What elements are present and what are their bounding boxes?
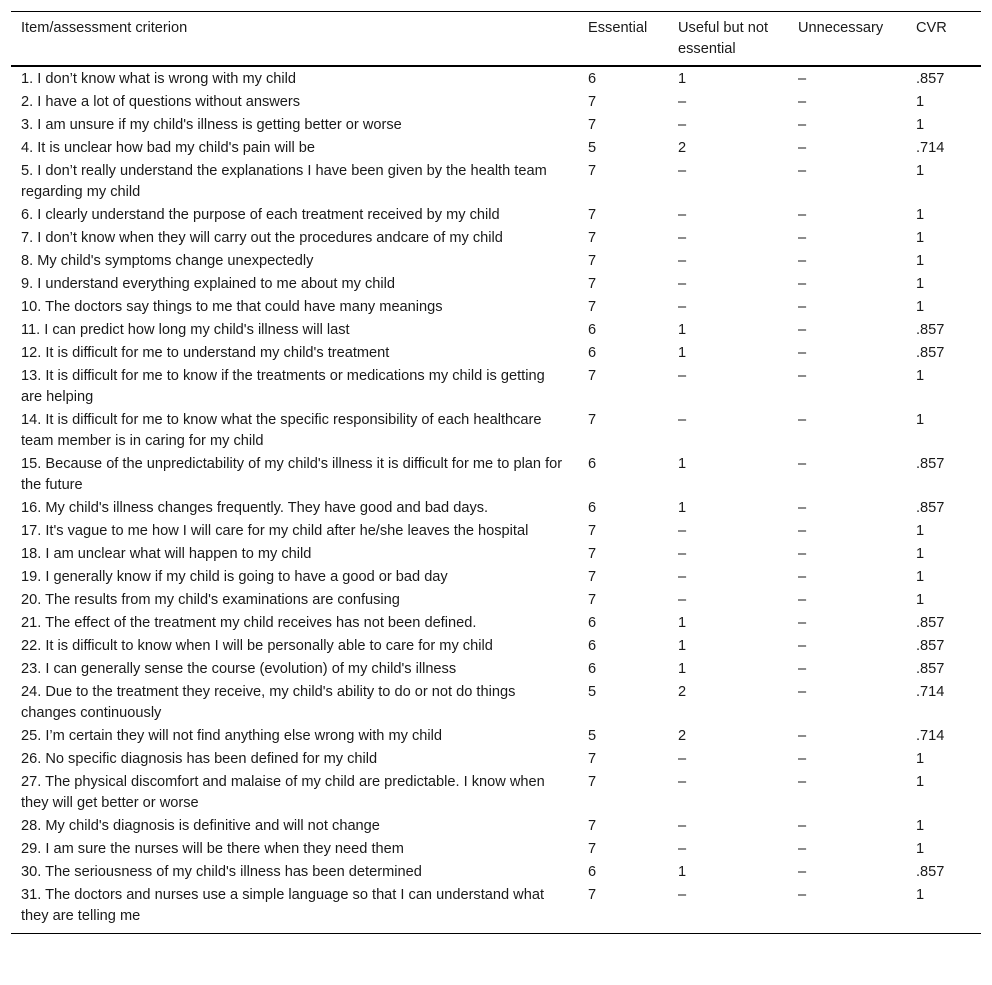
cell-unnecessary: – [798, 500, 807, 516]
table-row [11, 658, 981, 681]
cell-item: 7. I don’t know when they will carry out the procedures andcare of my child [21, 230, 503, 246]
cell-cvr: 1 [916, 368, 925, 384]
table-row [11, 91, 981, 114]
header-unnecessary: Unnecessary [798, 20, 884, 36]
cell-essential: 7 [588, 276, 597, 292]
cell-unnecessary: – [798, 661, 807, 677]
cell-unnecessary: – [798, 841, 807, 857]
cell-essential: 7 [588, 230, 597, 246]
cell-cvr: .714 [916, 728, 945, 744]
cell-unnecessary: – [798, 117, 807, 133]
cell-unnecessary: – [798, 412, 807, 428]
table-row [11, 365, 981, 409]
cell-essential: 7 [588, 253, 597, 269]
table-row [11, 319, 981, 342]
cell-cvr: .857 [916, 456, 945, 472]
cell-essential: 6 [588, 71, 597, 87]
cell-useful: – [678, 276, 687, 292]
table-row [11, 342, 981, 365]
cell-item: 22. It is difficult to know when I will be personally able to care for my child [21, 638, 493, 654]
table-header [11, 12, 981, 67]
cell-item: 6. I clearly understand the purpose of each treatment received by my child [21, 207, 500, 223]
cell-item: 10. The doctors say things to me that could have many meanings [21, 299, 443, 315]
header-useful: Useful but not essential [678, 20, 769, 57]
table-row [11, 771, 981, 815]
table-row [11, 725, 981, 748]
table-row [11, 861, 981, 884]
cell-essential: 6 [588, 864, 597, 880]
table-row [11, 204, 981, 227]
table-row [11, 273, 981, 296]
cell-item: 11. I can predict how long my child's illness will last [21, 322, 350, 338]
cell-unnecessary: – [798, 638, 807, 654]
cell-useful: 2 [678, 140, 687, 156]
cell-useful: – [678, 368, 687, 384]
cell-cvr: .714 [916, 684, 945, 700]
cell-item: 12. It is difficult for me to understand my child's treatment [21, 345, 390, 361]
cell-essential: 6 [588, 500, 597, 516]
cell-essential: 7 [588, 841, 597, 857]
cell-cvr: 1 [916, 751, 925, 767]
cell-cvr: 1 [916, 299, 925, 315]
cell-cvr: .857 [916, 322, 945, 338]
cell-item: 8. My child's symptoms change unexpectedly [21, 253, 314, 269]
cell-essential: 5 [588, 140, 597, 156]
cell-unnecessary: – [798, 71, 807, 87]
cell-cvr: 1 [916, 523, 925, 539]
cell-item: 4. It is unclear how bad my child's pain will be [21, 140, 315, 156]
cvr-table-container [11, 11, 981, 934]
cell-useful: 1 [678, 615, 687, 631]
cell-useful: – [678, 887, 687, 903]
cell-unnecessary: – [798, 94, 807, 110]
cell-cvr: .857 [916, 638, 945, 654]
table-row [11, 497, 981, 520]
cell-essential: 6 [588, 638, 597, 654]
cell-item: 31. The doctors and nurses use a simple language so that I can understand what they are telling me [21, 887, 545, 924]
cell-useful: – [678, 163, 687, 179]
cell-useful: 2 [678, 728, 687, 744]
cell-item: 30. The seriousness of my child's illness has been determined [21, 864, 422, 880]
cell-useful: 1 [678, 71, 687, 87]
cell-useful: – [678, 569, 687, 585]
cell-useful: – [678, 117, 687, 133]
cell-cvr: .714 [916, 140, 945, 156]
cell-unnecessary: – [798, 615, 807, 631]
table-row [11, 296, 981, 319]
cell-item: 23. I can generally sense the course (evolution) of my child's illness [21, 661, 457, 677]
cell-essential: 7 [588, 207, 597, 223]
cell-essential: 7 [588, 546, 597, 562]
cell-essential: 7 [588, 368, 597, 384]
cell-cvr: 1 [916, 94, 925, 110]
cell-unnecessary: – [798, 140, 807, 156]
cell-cvr: 1 [916, 841, 925, 857]
cell-unnecessary: – [798, 818, 807, 834]
cell-unnecessary: – [798, 684, 807, 700]
table-row [11, 815, 981, 838]
cell-cvr: .857 [916, 500, 945, 516]
cell-useful: 1 [678, 864, 687, 880]
cell-essential: 7 [588, 412, 597, 428]
cell-essential: 6 [588, 345, 597, 361]
cell-unnecessary: – [798, 163, 807, 179]
cell-item: 21. The effect of the treatment my child receives has not been defined. [21, 615, 477, 631]
cell-unnecessary: – [798, 592, 807, 608]
cell-unnecessary: – [798, 774, 807, 790]
cell-essential: 6 [588, 456, 597, 472]
cell-item: 25. I’m certain they will not find anything else wrong with my child [21, 728, 442, 744]
cell-essential: 7 [588, 887, 597, 903]
cell-cvr: 1 [916, 163, 925, 179]
cell-useful: 1 [678, 345, 687, 361]
cell-unnecessary: – [798, 207, 807, 223]
cell-item: 20. The results from my child's examinations are confusing [21, 592, 400, 608]
cell-unnecessary: – [798, 569, 807, 585]
cell-useful: 1 [678, 661, 687, 677]
cell-cvr: 1 [916, 276, 925, 292]
cell-cvr: .857 [916, 345, 945, 361]
table-body [11, 66, 981, 934]
cell-useful: 1 [678, 500, 687, 516]
cell-unnecessary: – [798, 299, 807, 315]
cell-item: 17. It's vague to me how I will care for my child after he/she leaves the hospital [21, 523, 529, 539]
table-row [11, 66, 981, 91]
cell-useful: – [678, 818, 687, 834]
cell-item: 24. Due to the treatment they receive, my child's ability to do or not do things changes continuously [21, 684, 516, 721]
cell-item: 29. I am sure the nurses will be there when they need them [21, 841, 404, 857]
cell-essential: 7 [588, 299, 597, 315]
cell-useful: 1 [678, 638, 687, 654]
cell-essential: 7 [588, 523, 597, 539]
cell-useful: – [678, 207, 687, 223]
cell-unnecessary: – [798, 253, 807, 269]
cell-essential: 7 [588, 163, 597, 179]
cell-item: 27. The physical discomfort and malaise of my child are predictable. I know when they will get better or worse [21, 774, 545, 811]
cell-unnecessary: – [798, 523, 807, 539]
cell-item: 5. I don’t really understand the explanations I have been given by the health team regarding my child [21, 163, 547, 200]
cell-cvr: 1 [916, 230, 925, 246]
cell-useful: – [678, 523, 687, 539]
cell-cvr: .857 [916, 71, 945, 87]
table-row [11, 748, 981, 771]
cell-item: 2. I have a lot of questions without answers [21, 94, 301, 110]
header-row [11, 12, 981, 67]
header-item: Item/assessment criterion [21, 20, 188, 36]
cell-item: 1. I don’t know what is wrong with my child [21, 71, 296, 87]
header-essential: Essential [588, 20, 648, 36]
cell-cvr: 1 [916, 253, 925, 269]
table-row [11, 543, 981, 566]
cell-cvr: 1 [916, 818, 925, 834]
table-row [11, 884, 981, 934]
cell-essential: 6 [588, 615, 597, 631]
cell-cvr: 1 [916, 592, 925, 608]
cell-item: 9. I understand everything explained to me about my child [21, 276, 395, 292]
cell-essential: 7 [588, 818, 597, 834]
cell-unnecessary: – [798, 345, 807, 361]
cell-cvr: 1 [916, 887, 925, 903]
cell-useful: – [678, 299, 687, 315]
cell-unnecessary: – [798, 322, 807, 338]
cell-item: 13. It is difficult for me to know if the treatments or medications my child is getting are helping [21, 368, 545, 405]
cell-unnecessary: – [798, 368, 807, 384]
cell-useful: – [678, 751, 687, 767]
cell-useful: 2 [678, 684, 687, 700]
cell-cvr: 1 [916, 569, 925, 585]
cell-unnecessary: – [798, 728, 807, 744]
table-row [11, 114, 981, 137]
cell-essential: 6 [588, 322, 597, 338]
table-row [11, 137, 981, 160]
table-row [11, 681, 981, 725]
cell-cvr: .857 [916, 864, 945, 880]
cell-cvr: 1 [916, 117, 925, 133]
cell-useful: – [678, 94, 687, 110]
cell-item: 14. It is difficult for me to know what the specific responsibility of each healthcare team member is in caring for my child [21, 412, 542, 449]
cell-useful: 1 [678, 456, 687, 472]
table-row [11, 838, 981, 861]
cell-cvr: 1 [916, 207, 925, 223]
cell-item: 15. Because of the unpredictability of my child's illness it is difficult for me to plan for the future [21, 456, 563, 493]
cell-unnecessary: – [798, 230, 807, 246]
cvr-table [11, 11, 981, 934]
table-row [11, 227, 981, 250]
cell-essential: 7 [588, 592, 597, 608]
cell-useful: – [678, 774, 687, 790]
table-row [11, 566, 981, 589]
cell-useful: 1 [678, 322, 687, 338]
cell-cvr: 1 [916, 412, 925, 428]
cell-essential: 7 [588, 751, 597, 767]
cell-essential: 7 [588, 774, 597, 790]
table-row [11, 250, 981, 273]
table-row [11, 409, 981, 453]
cell-useful: – [678, 546, 687, 562]
cell-unnecessary: – [798, 276, 807, 292]
cell-useful: – [678, 230, 687, 246]
cell-item: 28. My child's diagnosis is definitive and will not change [21, 818, 380, 834]
cell-item: 26. No specific diagnosis has been defined for my child [21, 751, 378, 767]
cell-item: 19. I generally know if my child is going to have a good or bad day [21, 569, 448, 585]
cell-useful: – [678, 412, 687, 428]
table-row [11, 612, 981, 635]
cell-item: 3. I am unsure if my child's illness is getting better or worse [21, 117, 402, 133]
header-cvr: CVR [916, 20, 947, 36]
cell-unnecessary: – [798, 546, 807, 562]
cell-essential: 5 [588, 684, 597, 700]
table-row [11, 520, 981, 543]
cell-useful: – [678, 253, 687, 269]
cell-cvr: .857 [916, 661, 945, 677]
cell-essential: 7 [588, 569, 597, 585]
cell-unnecessary: – [798, 887, 807, 903]
cell-unnecessary: – [798, 864, 807, 880]
table-row [11, 589, 981, 612]
cell-useful: – [678, 841, 687, 857]
cell-cvr: .857 [916, 615, 945, 631]
cell-essential: 7 [588, 94, 597, 110]
cell-essential: 5 [588, 728, 597, 744]
cell-item: 16. My child's illness changes frequently. They have good and bad days. [21, 500, 489, 516]
table-row [11, 453, 981, 497]
cell-unnecessary: – [798, 751, 807, 767]
cell-item: 18. I am unclear what will happen to my child [21, 546, 312, 562]
cell-useful: – [678, 592, 687, 608]
cell-essential: 6 [588, 661, 597, 677]
cell-essential: 7 [588, 117, 597, 133]
cell-cvr: 1 [916, 546, 925, 562]
table-row [11, 160, 981, 204]
cell-cvr: 1 [916, 774, 925, 790]
cell-unnecessary: – [798, 456, 807, 472]
table-row [11, 635, 981, 658]
